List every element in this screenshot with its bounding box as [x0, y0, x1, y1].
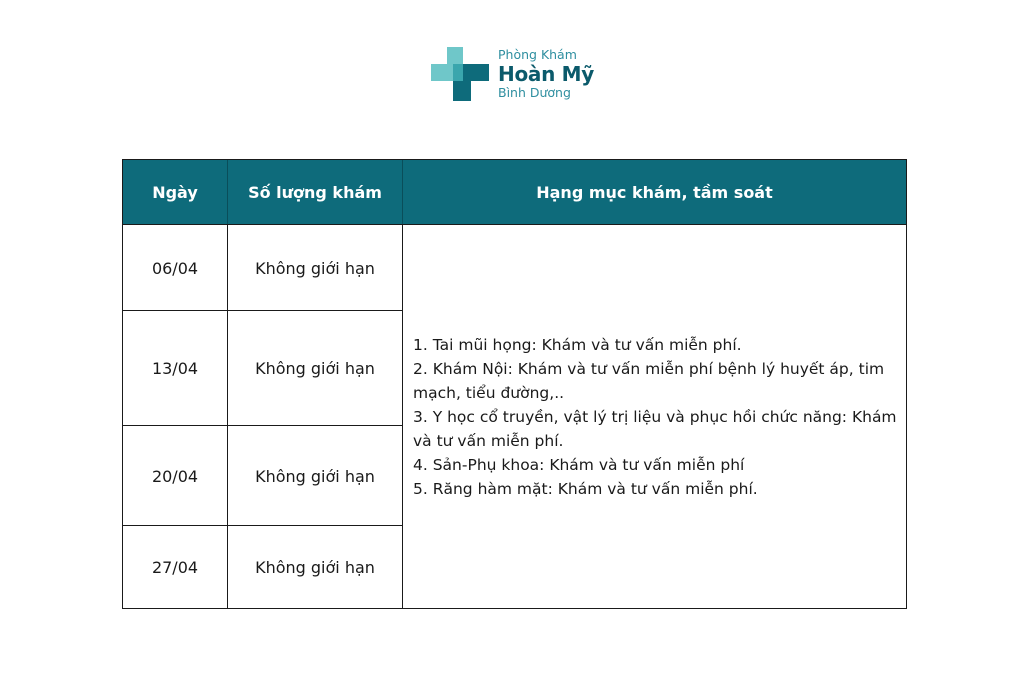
service-item: 4. Sản-Phụ khoa: Khám và tư vấn miễn phí [413, 455, 745, 474]
service-item: 5. Răng hàm mặt: Khám và tư vấn miễn phí. [413, 479, 758, 498]
row-quantity: Không giới hạn [228, 311, 403, 426]
logo-line-location: Bình Dương [498, 85, 571, 100]
service-item: 2. Khám Nội: Khám và tư vấn miễn phí bệnh lý huyết áp, tim mạch, tiểu đường,.. [413, 359, 885, 402]
table-row [123, 311, 403, 426]
header-items: Hạng mục khám, tầm soát [536, 182, 773, 202]
row-date: 20/04 [123, 426, 228, 526]
clinic-logo [431, 47, 631, 107]
header-quantity: Số lượng khám [228, 160, 403, 224]
schedule-table [122, 159, 907, 609]
row-quantity: Không giới hạn [228, 526, 403, 609]
services-list [413, 333, 898, 501]
medical-cross-icon [431, 47, 491, 101]
table-body [123, 224, 906, 608]
service-item: 1. Tai mũi họng: Khám và tư vấn miễn phí. [413, 335, 742, 354]
logo-text [498, 47, 638, 101]
table-row [123, 526, 403, 609]
row-date: 27/04 [123, 526, 228, 609]
services-cell [403, 225, 906, 608]
table-header [123, 160, 906, 224]
row-quantity: Không giới hạn [228, 225, 403, 311]
row-quantity: Không giới hạn [228, 426, 403, 526]
service-item: 3. Y học cổ truyền, vật lý trị liệu và phục hồi chức năng: Khám và tư vấn miễn phí. [413, 407, 897, 450]
table-row [123, 426, 403, 526]
header-date: Ngày [123, 160, 228, 224]
row-date: 13/04 [123, 311, 228, 426]
table-row [123, 225, 403, 311]
logo-line-brand: Hoàn Mỹ [498, 62, 595, 86]
row-date: 06/04 [123, 225, 228, 311]
logo-line-clinic: Phòng Khám [498, 47, 577, 62]
